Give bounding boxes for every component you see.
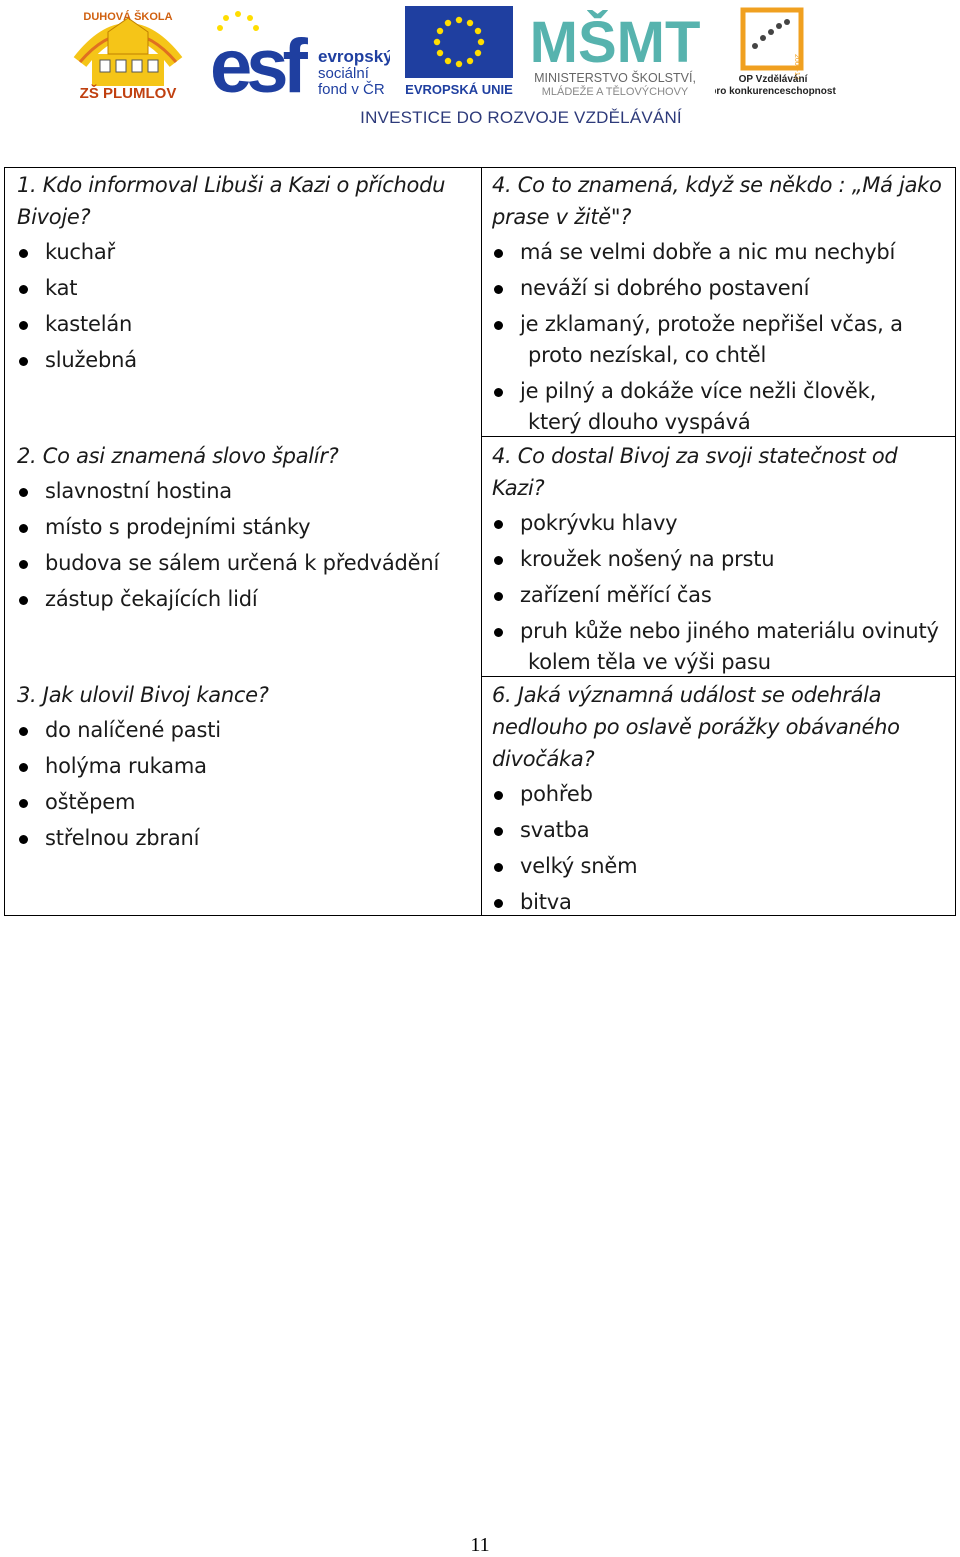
bullet-icon	[494, 321, 503, 330]
answer-text: oštěpem	[45, 790, 136, 814]
bullet-icon	[19, 835, 28, 844]
msmt-line2: MLÁDEŽE A TĚLOVÝCHOVY	[541, 86, 689, 98]
op-dots-icon	[752, 19, 790, 49]
eu-flag-logo	[405, 6, 513, 98]
answer-option	[17, 548, 469, 579]
msmt-mark: MŠMT	[529, 10, 701, 75]
question-line: 4. Co to znamená, když se někdo : „Má jako	[492, 173, 942, 197]
answer-option	[492, 237, 952, 268]
answer-line: je zklamaný, protože nepřišel včas, a	[520, 312, 903, 336]
answer-text: do nalíčené pasti	[45, 718, 221, 742]
question-cell-4b	[492, 440, 952, 683]
question-line: 1. Kdo informoval Libuši a Kazi o příchodu	[17, 173, 446, 197]
question-text	[492, 169, 952, 233]
header-logo-strip	[0, 0, 960, 140]
answer-text: slavnostní hostina	[45, 479, 232, 503]
answer-option	[17, 476, 469, 507]
answer-line: pruh kůže nebo jiného materiálu ovinutý	[520, 619, 939, 643]
answer-text: kuchař	[45, 240, 115, 264]
answer-option	[492, 544, 952, 575]
answer-list	[492, 508, 952, 678]
question-line: Bivoje?	[17, 205, 91, 229]
answer-option	[17, 584, 469, 615]
answer-line: proto nezískal, co chtěl	[528, 343, 767, 367]
bullet-icon	[19, 488, 28, 497]
answer-option	[17, 237, 469, 268]
header-caption-text: INVESTICE DO ROZVOJE VZDĚLÁVÁNÍ	[360, 108, 682, 127]
school-logo-bottom-text: ZŠ PLUMLOV	[79, 85, 177, 102]
answer-text: holýma rukama	[45, 754, 207, 778]
bullet-icon	[494, 899, 503, 908]
question-cell-4a	[492, 169, 952, 443]
question-text	[17, 679, 469, 711]
bullet-icon	[19, 321, 28, 330]
esf-logo	[210, 6, 390, 98]
question-line: nedlouho po oslavě porážky obávaného	[492, 715, 900, 739]
answer-list	[17, 476, 469, 615]
answer-list	[492, 237, 952, 438]
question-line: Kazi?	[492, 476, 545, 500]
bullet-icon	[494, 556, 503, 565]
answer-list	[492, 779, 952, 918]
school-logo	[72, 4, 184, 102]
answer-option	[492, 779, 952, 810]
answer-option	[492, 273, 952, 304]
answer-text: neváží si dobrého postavení	[520, 276, 810, 300]
bullet-icon	[494, 520, 503, 529]
question-cell-3	[17, 679, 469, 859]
op-line1: OP Vzdělávání	[738, 74, 808, 85]
answer-text: kastelán	[45, 312, 133, 336]
answer-text: bitva	[520, 890, 572, 914]
answer-option	[17, 715, 469, 746]
answer-text: kat	[45, 276, 78, 300]
question-line: prase v žitě"?	[492, 205, 632, 229]
bullet-icon	[19, 763, 28, 772]
question-line: 6. Jaká významná událost se odehrála	[492, 683, 882, 707]
answer-text: zástup čekajících lidí	[45, 587, 258, 611]
bullet-icon	[19, 285, 28, 294]
answer-text	[520, 309, 952, 371]
answer-text: budova se sálem určená k předvádění	[45, 551, 440, 575]
op-line2: pro konkurenceschopnost	[715, 86, 836, 97]
answer-text: střelnou zbraní	[45, 826, 200, 850]
bullet-icon	[19, 560, 28, 569]
bullet-icon	[19, 357, 28, 366]
question-line: 4. Co dostal Bivoj za svoji statečnost od	[492, 444, 898, 468]
bullet-icon	[19, 727, 28, 736]
page-number: 11	[470, 1534, 490, 1556]
answer-text: pokrývku hlavy	[520, 511, 678, 535]
answer-option	[17, 273, 469, 304]
answer-text: zařízení měřící čas	[520, 583, 712, 607]
answer-option	[492, 616, 952, 678]
answer-line: je pilný a dokáže více nežli člověk,	[520, 379, 877, 403]
answer-option	[492, 851, 952, 882]
question-text	[492, 440, 952, 504]
bullet-icon	[494, 249, 503, 258]
school-logo-top-text: DUHOVÁ ŠKOLA	[83, 11, 173, 23]
answer-option	[492, 376, 952, 438]
answer-option	[17, 512, 469, 543]
bullet-icon	[19, 249, 28, 258]
question-text	[492, 679, 952, 775]
question-line: divočáka?	[492, 747, 595, 771]
question-cell-1	[17, 169, 469, 381]
op-vzdelavani-logo	[715, 6, 840, 98]
header-caption	[0, 108, 960, 128]
answer-option	[492, 508, 952, 539]
bullet-icon	[19, 524, 28, 533]
esf-line1: evropský	[318, 47, 390, 66]
answer-option	[17, 345, 469, 376]
answer-text: kroužek nošený na prstu	[520, 547, 775, 571]
answer-option	[492, 815, 952, 846]
eu-label: EVROPSKÁ UNIE	[405, 82, 513, 97]
answer-text: pohřeb	[520, 782, 593, 806]
answer-line: kolem těla ve výši pasu	[528, 650, 771, 674]
answer-option	[492, 887, 952, 918]
bullet-icon	[494, 863, 503, 872]
answer-text: svatba	[520, 818, 590, 842]
bullet-icon	[494, 827, 503, 836]
answer-option	[492, 580, 952, 611]
answer-text	[520, 616, 952, 678]
answer-text	[520, 376, 952, 438]
bullet-icon	[494, 628, 503, 637]
question-cell-2	[17, 440, 469, 620]
answer-line: který dlouho vyspává	[528, 410, 751, 434]
bullet-icon	[494, 791, 503, 800]
bullet-icon	[494, 592, 503, 601]
answer-list	[17, 715, 469, 854]
answer-list	[17, 237, 469, 376]
bullet-icon	[19, 799, 28, 808]
answer-text: místo s prodejními stánky	[45, 515, 311, 539]
esf-mark: esf	[210, 24, 302, 98]
question-cell-6	[492, 679, 952, 923]
bullet-icon	[19, 596, 28, 605]
esf-line3: fond v ČR	[318, 81, 385, 98]
bullet-icon	[494, 285, 503, 294]
answer-option	[17, 751, 469, 782]
question-text	[17, 169, 469, 233]
answer-text: velký sněm	[520, 854, 638, 878]
esf-line2: sociální	[318, 65, 369, 82]
msmt-logo	[520, 6, 710, 98]
answer-option	[492, 309, 952, 371]
question-line: 3. Jak ulovil Bivoj kance?	[17, 683, 269, 707]
question-text	[17, 440, 469, 472]
question-line: 2. Co asi znamená slovo špalír?	[17, 444, 339, 468]
answer-option	[17, 823, 469, 854]
quiz-table	[4, 167, 956, 916]
op-years: 2007-13	[793, 54, 800, 80]
answer-option	[17, 309, 469, 340]
answer-text: služebná	[45, 348, 137, 372]
answer-option	[17, 787, 469, 818]
answer-text: má se velmi dobře a nic mu nechybí	[520, 240, 896, 264]
table-column-divider	[481, 168, 482, 915]
bullet-icon	[494, 388, 503, 397]
msmt-line1: MINISTERSTVO ŠKOLSTVÍ,	[534, 71, 696, 85]
